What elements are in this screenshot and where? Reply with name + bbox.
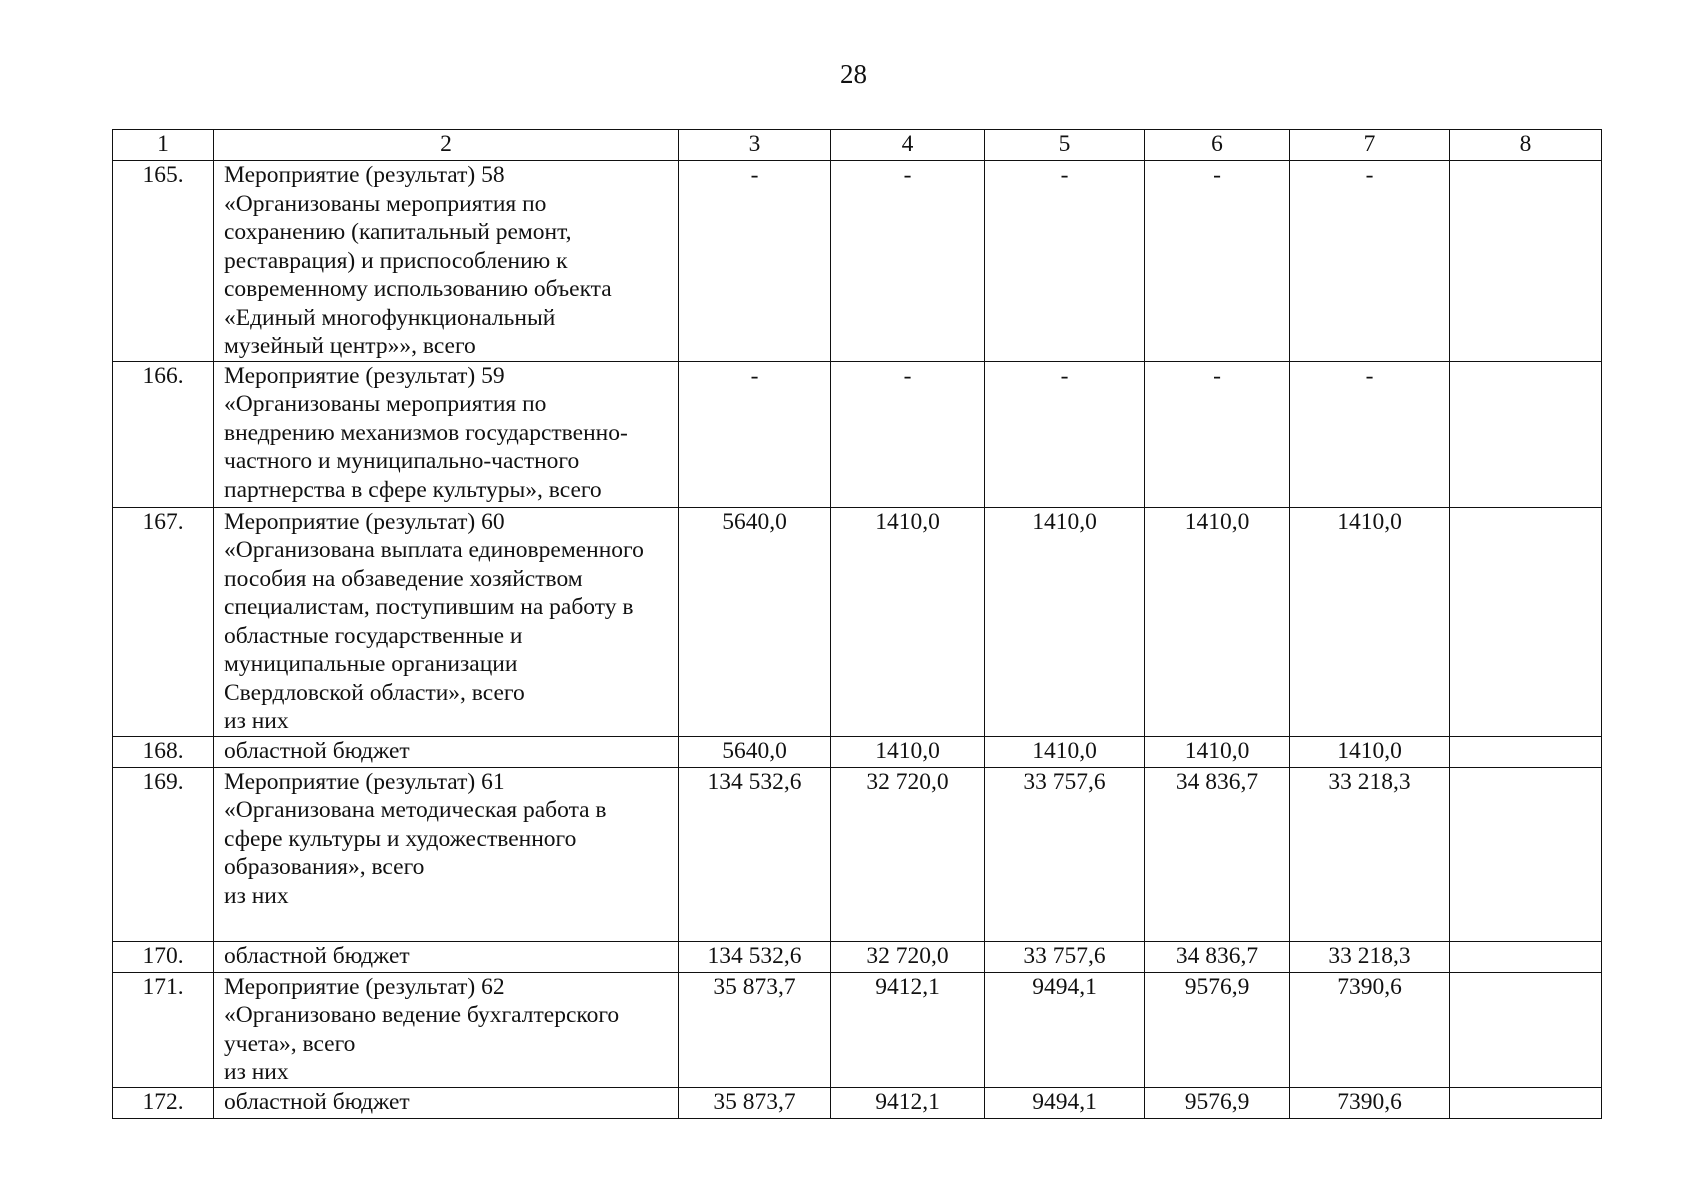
value-col-8 [1450, 972, 1602, 1087]
row-description: областной бюджет [214, 1087, 679, 1118]
value-col-6: 1410,0 [1145, 736, 1290, 767]
value-col-4: 1410,0 [831, 507, 985, 736]
value-col-5: 9494,1 [985, 972, 1145, 1087]
value-col-4: 32 720,0 [831, 767, 985, 941]
budget-table [112, 129, 1602, 1119]
row-description: Мероприятие (результат) 60 «Организована выплата единовременного пособия на обзаведение хозяйством специалистам, поступившим на работу в областные государственные и муниципальные организации Свердловской области», всего из них [214, 507, 679, 736]
page-number: 28 [840, 59, 867, 89]
value-col-7: 33 218,3 [1290, 941, 1450, 972]
value-col-7: 7390,6 [1290, 972, 1450, 1087]
row-description: Мероприятие (результат) 58 «Организованы мероприятия по сохранению (капитальный ремонт, реставрация) и приспособлению к современному использованию объекта «Единый многофункциональный музейный центр»», всего [214, 161, 679, 362]
value-col-4: 32 720,0 [831, 941, 985, 972]
value-col-6: 34 836,7 [1145, 941, 1290, 972]
column-header: 8 [1450, 130, 1602, 161]
table-row [113, 767, 1602, 941]
value-col-4: 1410,0 [831, 736, 985, 767]
row-number: 169. [113, 767, 214, 941]
row-description: Мероприятие (результат) 62 «Организовано ведение бухгалтерского учета», всего из них [214, 972, 679, 1087]
row-description: областной бюджет [214, 941, 679, 972]
value-col-5: 1410,0 [985, 736, 1145, 767]
value-col-5: 1410,0 [985, 507, 1145, 736]
value-col-5: - [985, 361, 1145, 507]
header-row [113, 130, 1602, 161]
row-number: 166. [113, 361, 214, 507]
column-header: 3 [679, 130, 831, 161]
value-col-3: 35 873,7 [679, 1087, 831, 1118]
value-col-5: 33 757,6 [985, 941, 1145, 972]
value-col-5: 33 757,6 [985, 767, 1145, 941]
value-col-8 [1450, 161, 1602, 362]
value-col-7: 1410,0 [1290, 507, 1450, 736]
value-col-3: 134 532,6 [679, 767, 831, 941]
value-col-3: 35 873,7 [679, 972, 831, 1087]
value-col-7: 1410,0 [1290, 736, 1450, 767]
value-col-5: - [985, 161, 1145, 362]
row-description: областной бюджет [214, 736, 679, 767]
column-header: 5 [985, 130, 1145, 161]
value-col-8 [1450, 767, 1602, 941]
row-number: 168. [113, 736, 214, 767]
value-col-3: - [679, 161, 831, 362]
table-row [113, 941, 1602, 972]
row-number: 167. [113, 507, 214, 736]
column-header: 4 [831, 130, 985, 161]
row-number: 170. [113, 941, 214, 972]
row-number: 171. [113, 972, 214, 1087]
table-row [113, 361, 1602, 507]
value-col-3: 5640,0 [679, 736, 831, 767]
value-col-6: 9576,9 [1145, 1087, 1290, 1118]
row-number: 165. [113, 161, 214, 362]
value-col-8 [1450, 736, 1602, 767]
value-col-7: 33 218,3 [1290, 767, 1450, 941]
value-col-3: 134 532,6 [679, 941, 831, 972]
column-header: 1 [113, 130, 214, 161]
value-col-3: - [679, 361, 831, 507]
row-description: Мероприятие (результат) 59 «Организованы мероприятия по внедрению механизмов государственно- частного и муниципально-частного партнерства в сфере культуры», всего [214, 361, 679, 507]
value-col-6: - [1145, 161, 1290, 362]
column-header: 2 [214, 130, 679, 161]
value-col-4: 9412,1 [831, 1087, 985, 1118]
row-description: Мероприятие (результат) 61 «Организована методическая работа в сфере культуры и художественного образования», всего из них [214, 767, 679, 941]
value-col-4: - [831, 361, 985, 507]
table-row [113, 507, 1602, 736]
value-col-8 [1450, 361, 1602, 507]
value-col-8 [1450, 1087, 1602, 1118]
value-col-5: 9494,1 [985, 1087, 1145, 1118]
table-row [113, 161, 1602, 362]
value-col-6: 9576,9 [1145, 972, 1290, 1087]
value-col-6: - [1145, 361, 1290, 507]
value-col-4: 9412,1 [831, 972, 985, 1087]
column-header: 7 [1290, 130, 1450, 161]
row-number: 172. [113, 1087, 214, 1118]
table-row [113, 1087, 1602, 1118]
value-col-8 [1450, 507, 1602, 736]
value-col-7: 7390,6 [1290, 1087, 1450, 1118]
table-row [113, 736, 1602, 767]
value-col-7: - [1290, 161, 1450, 362]
value-col-3: 5640,0 [679, 507, 831, 736]
column-header: 6 [1145, 130, 1290, 161]
value-col-6: 1410,0 [1145, 507, 1290, 736]
value-col-6: 34 836,7 [1145, 767, 1290, 941]
value-col-4: - [831, 161, 985, 362]
value-col-8 [1450, 941, 1602, 972]
table-row [113, 972, 1602, 1087]
value-col-7: - [1290, 361, 1450, 507]
